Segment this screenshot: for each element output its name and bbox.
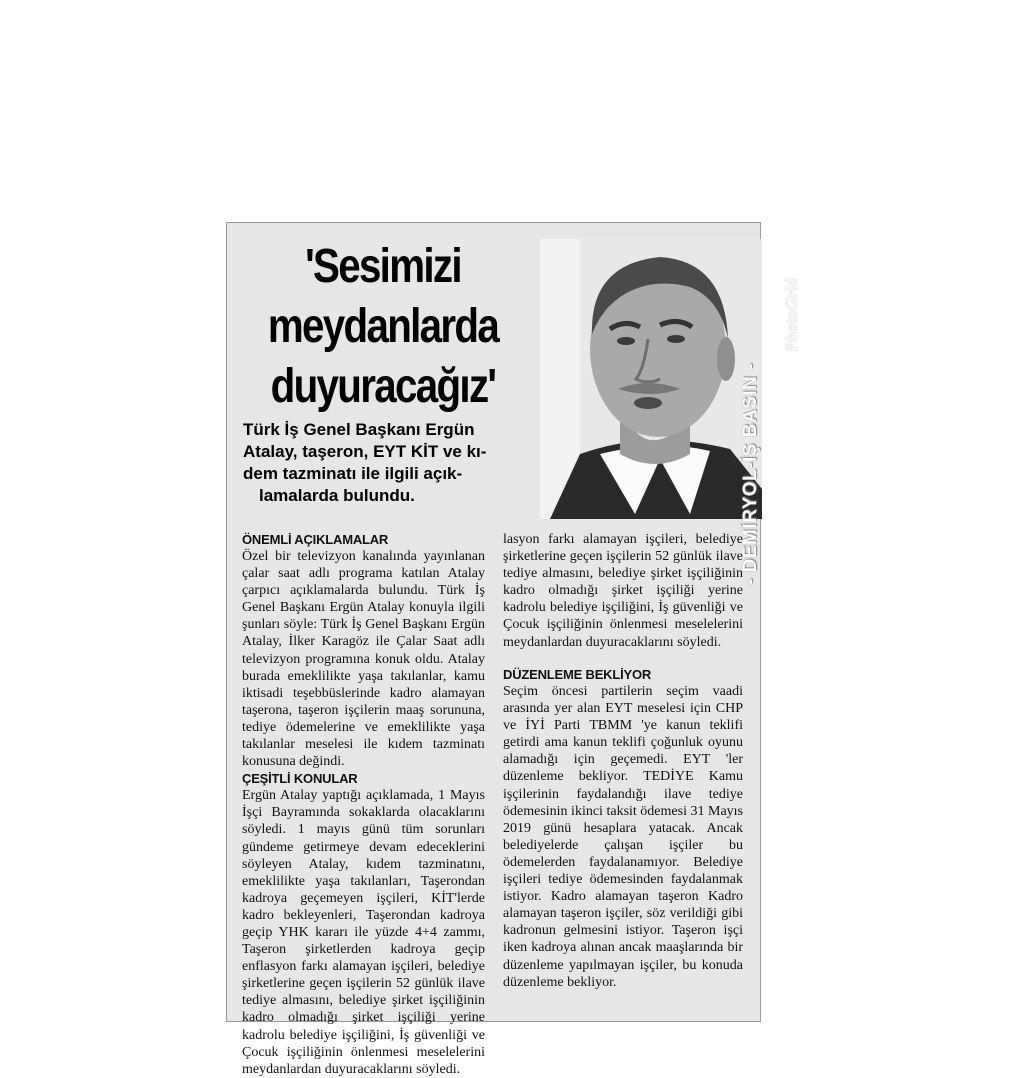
section-heading-3: DÜZENLEME BEKLİYOR <box>503 667 652 682</box>
headline-line-3: duyuracağız' <box>270 360 496 413</box>
headline <box>252 237 514 417</box>
section-heading-2: ÇEŞİTLİ KONULAR <box>242 771 358 787</box>
right-column <box>503 531 743 991</box>
headline-line-1: 'Sesimizi <box>305 240 461 293</box>
section-body-2: Ergün Atalay yaptığı açıklamada, 1 Mayıs İşçi Bayramında sokaklarda olacaklarını söyledi. 1 mayıs günü tüm sorunları gündeme getirmeye devam edeceklerini söyleyen Atalay, kıdem tazminatını, emeklilikte yaşa takılanları, Taşerondan kadroya geçemeyen işçileri, KİT'lerde kadro bekleyenleri, Taşerondan kadroya geçip YHK kararı ile yüzde 4+4 zammı, Taşeron şirketlerden kadroya geçip enflasyon farkı alamayan işçileri, belediye şirketlerine geçen işçilerin 52 günlük ilave tediye almasını, belediye şirket işçiliğinin kadro olmadığı şirket işçiliği yerine kadrolu belediye işçiliğini, İş güvenliği ve Çocuk işçiliğinin önlenmesi meselelerini meydanlardan duyuracaklarını söyledi. <box>242 788 485 1077</box>
subheadline <box>243 419 533 507</box>
left-column <box>242 531 485 1077</box>
subhead-line-1: Türk İş Genel Başkanı Ergün <box>243 420 475 439</box>
news-clipping <box>226 222 761 1077</box>
subhead-line-4: lamalarda bulundu. <box>259 486 415 505</box>
app-logo: PhotoGrid <box>782 278 801 352</box>
section-body-1: Özel bir televizyon kanalında yayınlanan çalar saat adlı programa katılan Atalay çarpıcı açıklamalarda bulundu. Türk İş Genel Başkanı Ergün Atalay konuyla ilgili şunları söyle: Türk İş Genel Başkanı Ergün Atalay, İlker Karagöz ile Çalar Saat adlı televizyon programına konuk oldu. Atalay burada emeklilikte yaşa takılanlar, kamu iktisadi teşebbüslerinde kadro alamayan taşerona, taşeron işçilerin maaş sorununa, tediye ödemelerine ve emeklilikte yaşa takılanlar meselesi ile kıdem tazminatı konusuna değindi. <box>242 549 485 770</box>
subhead-line-2: Atalay, taşeron, EYT KİT ve kı- <box>243 442 487 461</box>
continued-text: lasyon farkı alamayan işçileri, belediye şirketlerine geçen işçilerin 52 günlük ilave tediye almasını, belediye şirket işçiliğinin kadro olmadığı şirket işçiliği yerine kadrolu belediye işçiliğini, İş güvenliği ve Çocuk işçiliğinin önlenmesi meselelerini meydanlardan duyuracaklarını söyledi. <box>503 532 743 650</box>
press-watermark: - DEMİRYOL-İŞ BASIN - <box>740 363 761 585</box>
headline-line-2: meydanlarda <box>267 300 499 353</box>
portrait-photo <box>540 239 762 519</box>
section-body-3: Seçim öncesi partilerin seçim vaadi arasında yer alan EYT meselesi için CHP ve İYİ Parti TBMM 'ye kanun teklifi getirdi ama kanun teklifi çoğunluk oyunu alamadığı için geçemedi. EYT 'ler düzenleme bekliyor. TEDİYE Kamu işçilerinin faydalandığı ilave tediye ödemesinin ikinci taksit ödemesi 31 Mayıs 2019 günü hesaplara yatacak. Ancak belediyelerde çalışan işçiler bu ödemelerden faydalanamıyor. Belediye işçileri tediye ödemesinden faydalanmak istiyor. Kadro alamayan taşeron Kadro alamayan taşeron işçiler, söz verildiği gibi kadronun gelmesini istiyor. Taşeron işçi iken kadroya alınan ancak maaşlarında bir düzenleme yapılmayan işçiler, bu konuda düzenleme bekliyor. <box>503 684 743 990</box>
section-heading-1: ÖNEMLİ AÇIKLAMALAR <box>242 532 389 547</box>
subhead-line-3: dem tazminatı ile ilgili açık- <box>243 464 463 483</box>
portrait-photo-icon <box>540 239 762 519</box>
section-body-2-continued <box>503 531 743 666</box>
